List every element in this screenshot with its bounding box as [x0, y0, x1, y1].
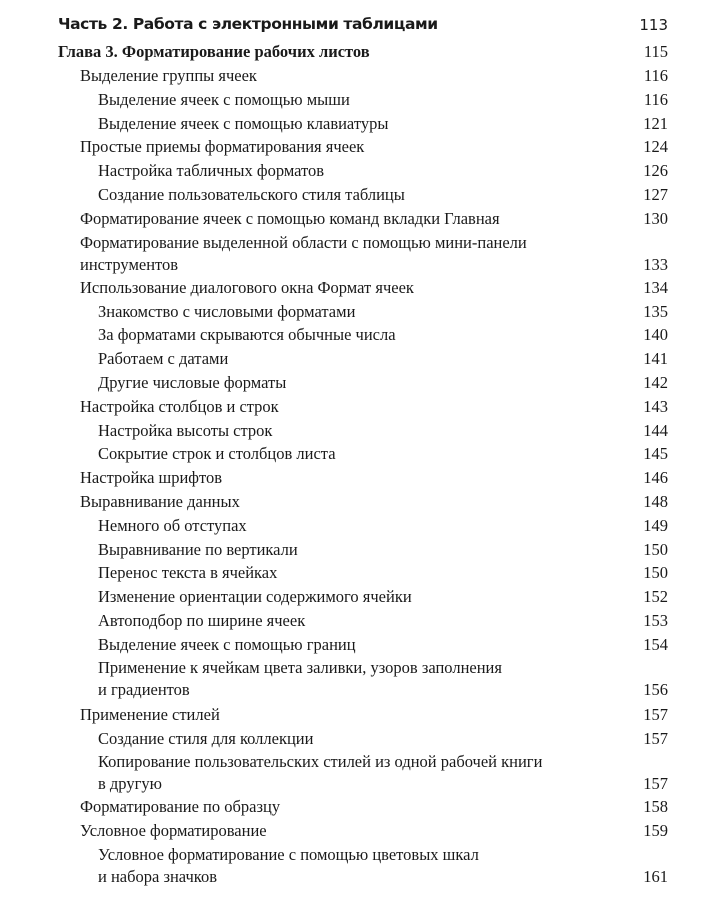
entry-page-number: 152	[643, 587, 668, 606]
entry-title: Изменение ориентации содержимого ячейки	[98, 587, 412, 606]
chapter-title: Глава 3. Форматирование рабочих листов	[58, 42, 370, 61]
entry-title: Копирование пользовательских стилей из одной рабочей книги	[98, 752, 543, 771]
entry-title-continued: в другую	[98, 774, 162, 793]
part-title: Часть 2. Работа с электронными таблицами	[58, 15, 438, 33]
entry-page-number: 161	[643, 867, 668, 886]
entry-title: Немного об отступах	[98, 516, 247, 535]
entry-title: Форматирование по образцу	[80, 797, 281, 816]
entry-page-number: 153	[643, 611, 668, 630]
entry-title: Выделение ячеек с помощью клавиатуры	[98, 114, 389, 133]
entry-page-number: 148	[643, 492, 668, 511]
entry-title: Настройка столбцов и строк	[80, 397, 279, 416]
entry-page-number: 145	[643, 444, 668, 463]
entry-title: Форматирование выделенной области с помощью мини-панели	[80, 233, 527, 252]
entry-title: Форматирование ячеек с помощью команд вкладки Главная	[80, 209, 500, 228]
entry-title: Настройка табличных форматов	[98, 161, 325, 180]
entry-title: Создание стиля для коллекции	[98, 729, 314, 748]
entry-page-number: 133	[643, 255, 668, 274]
entry-page-number: 140	[643, 325, 668, 344]
entry-page-number: 134	[643, 278, 668, 297]
entry-title: Настройка шрифтов	[80, 468, 223, 487]
entry-page-number: 154	[643, 635, 668, 654]
entry-page-number: 141	[643, 349, 668, 368]
entry-page-number: 124	[643, 137, 668, 156]
entry-title: Применение стилей	[80, 705, 220, 724]
entry-title: Выделение группы ячеек	[80, 66, 257, 85]
part-page-number: 113	[639, 16, 668, 34]
entry-page-number: 157	[643, 729, 668, 748]
entry-page-number: 130	[643, 209, 668, 228]
entry-page-number: 135	[643, 302, 668, 321]
entry-page-number: 146	[643, 468, 668, 487]
entry-page-number: 121	[643, 114, 668, 133]
entry-title: Простые приемы форматирования ячеек	[80, 137, 365, 156]
entry-page-number: 159	[643, 821, 668, 840]
entry-page-number: 116	[643, 66, 668, 85]
entry-title: Выделение ячеек с помощью мыши	[98, 90, 350, 109]
entry-title: Автоподбор по ширине ячеек	[98, 611, 306, 630]
entry-page-number: 157	[643, 774, 668, 793]
entry-title: Условное форматирование	[80, 821, 267, 840]
entry-page-number: 156	[643, 680, 668, 699]
entry-title: Работаем с датами	[98, 349, 229, 368]
entry-title: Создание пользовательского стиля таблицы	[98, 185, 405, 204]
entry-title: Выравнивание данных	[80, 492, 240, 511]
entry-title: Выравнивание по вертикали	[98, 540, 298, 559]
entry-page-number: 144	[643, 421, 668, 440]
entry-title: За форматами скрываются обычные числа	[98, 325, 396, 344]
entry-page-number: 143	[643, 397, 668, 416]
entry-title: Знакомство с числовыми форматами	[98, 302, 356, 321]
entry-title: Настройка высоты строк	[98, 421, 273, 440]
entry-title: Использование диалогового окна Формат ячеек	[80, 278, 414, 297]
entry-title: Сокрытие строк и столбцов листа	[98, 444, 336, 463]
entry-title-continued: инструментов	[80, 255, 179, 274]
entry-page-number: 126	[643, 161, 668, 180]
entry-title: Другие числовые форматы	[98, 373, 287, 392]
entry-page-number: 142	[643, 373, 668, 392]
entry-title: Применение к ячейкам цвета заливки, узоров заполнения	[98, 658, 502, 677]
entry-title-continued: и градиентов	[98, 680, 190, 699]
entry-title: Перенос текста в ячейках	[98, 563, 278, 582]
entry-page-number: 149	[643, 516, 668, 535]
entry-title: Условное форматирование с помощью цветовых шкал	[98, 845, 479, 864]
entry-page-number: 116	[643, 90, 668, 109]
entry-page-number: 157	[643, 705, 668, 724]
entry-page-number: 150	[643, 540, 668, 559]
entry-title: Выделение ячеек с помощью границ	[98, 635, 356, 654]
entry-title-continued: и набора значков	[98, 867, 217, 886]
chapter-page-number: 115	[643, 42, 668, 61]
entry-page-number: 150	[643, 563, 668, 582]
entry-page-number: 127	[643, 185, 668, 204]
entry-page-number: 158	[643, 797, 668, 816]
